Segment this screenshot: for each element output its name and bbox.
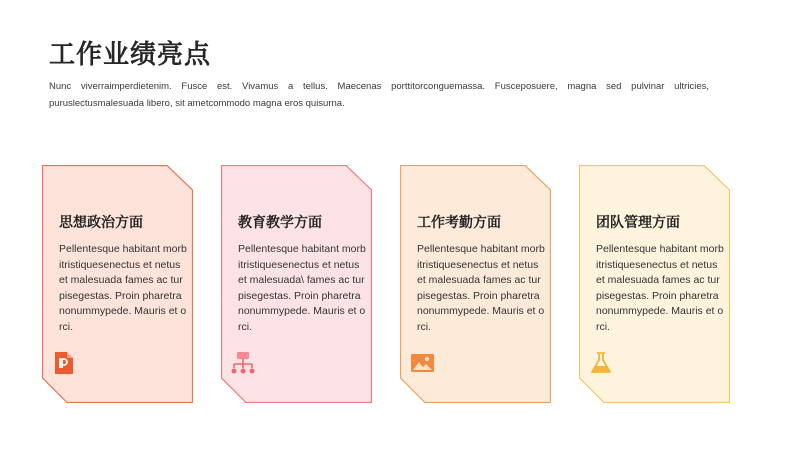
card-education-teaching: [221, 165, 372, 403]
card-body: Pellentesque habitant morbitristiquesenectus et netus et malesuada\ fames ac turpisegestas. Proin pharetra nonummypede. Mauris et orci.: [238, 243, 366, 333]
page-subtitle: Nunc viverraimperdietenim. Fusce est. Vivamus a tellus. Maecenas porttitorconguemassa. Fusceposuere, magna sed pulvinar ultricies, puruslectusmalesuada libero, sit ametcommodo magna eros quisurna.: [49, 81, 709, 109]
card-title: 工作考勤方面: [417, 215, 501, 231]
card-title: 团队管理方面: [596, 215, 680, 231]
image-icon: [410, 351, 434, 375]
card-attendance: [400, 165, 551, 403]
card-body: Pellentesque habitant morbitristiquesenectus et netus et malesuada fames ac turpisegestas. Proin pharetra nonummypede. Mauris et orci.: [417, 243, 545, 333]
card-body: Pellentesque habitant morbitristiquesenectus et netus et malesuada fames ac turpisegestas. Proin pharetra nonummypede. Mauris et orci.: [596, 243, 724, 333]
card-title: 教育教学方面: [238, 215, 322, 231]
org-chart-icon: [231, 351, 255, 375]
card-ideology-politics: [42, 165, 193, 403]
card-team-management: [579, 165, 730, 403]
page-title: 工作业绩亮点: [49, 40, 212, 70]
powerpoint-file-icon: [52, 351, 76, 375]
card-title: 思想政治方面: [59, 215, 143, 231]
flask-icon: [589, 351, 613, 375]
card-body: Pellentesque habitant morbitristiquesenectus et netus et malesuada fames ac turpisegestas. Proin pharetra nonummypede. Mauris et orci.: [59, 243, 187, 333]
